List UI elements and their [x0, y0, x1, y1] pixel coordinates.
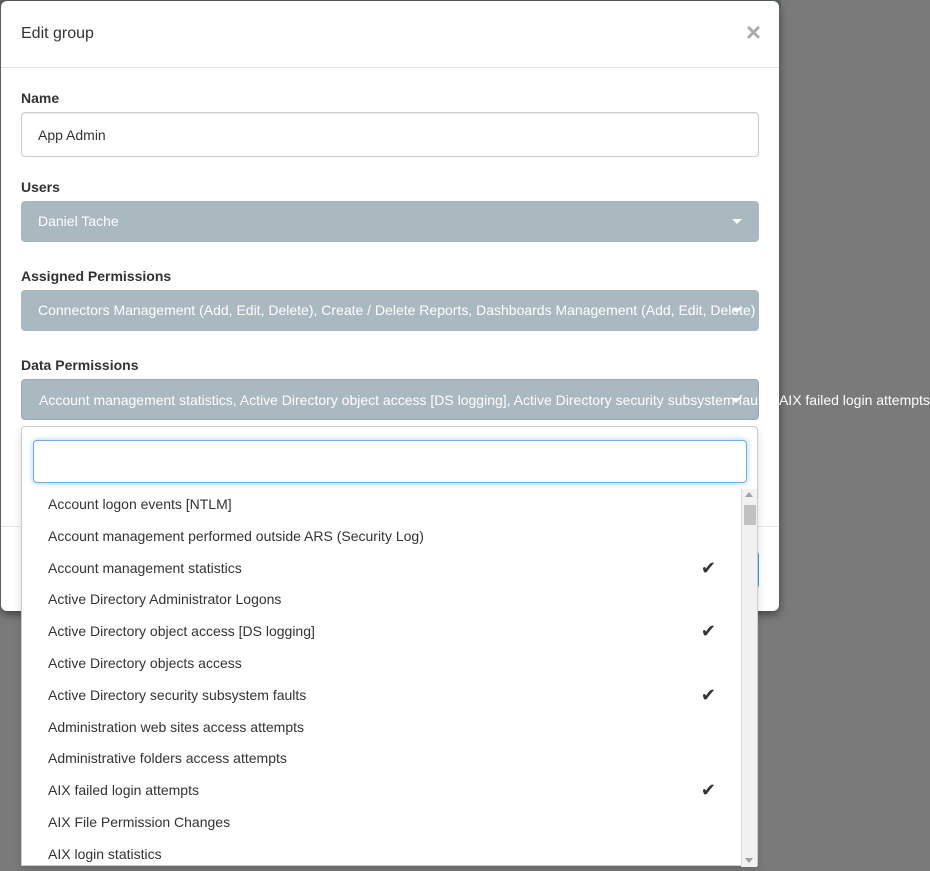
chevron-down-icon [732, 308, 742, 313]
close-icon[interactable]: × [745, 17, 761, 47]
dropdown-option-label: Account management statistics [48, 559, 242, 576]
checkmark-icon: ✔ [700, 684, 716, 705]
name-label: Name [21, 90, 60, 106]
chevron-down-icon [731, 398, 741, 403]
scroll-down-icon[interactable] [745, 858, 753, 863]
dropdown-option[interactable] [22, 553, 742, 585]
data-permissions-dropdown [21, 426, 758, 866]
users-select-value: Daniel Tache [38, 213, 119, 229]
dropdown-search-input[interactable] [33, 440, 747, 483]
dropdown-option[interactable] [22, 521, 742, 553]
checkmark-icon: ✔ [700, 557, 716, 578]
checkmark-icon: ✔ [700, 621, 716, 642]
dropdown-option-label: Active Directory object access [DS logging] [48, 623, 315, 640]
dropdown-option[interactable] [22, 743, 742, 775]
dropdown-option-label: AIX File Permission Changes [48, 813, 231, 830]
scroll-up-icon[interactable] [745, 492, 753, 497]
dropdown-option[interactable] [22, 648, 742, 680]
dropdown-option-label: Active Directory objects access [48, 654, 242, 671]
dropdown-option-label: Account logon events [NTLM] [48, 496, 232, 512]
dropdown-option-label: AIX failed login attempts [48, 782, 199, 799]
dropdown-option-label: AIX login statistics [48, 845, 162, 862]
assigned-permissions-label: Assigned Permissions [21, 268, 172, 284]
data-permissions-select[interactable] [21, 379, 930, 420]
dropdown-option[interactable] [22, 489, 742, 521]
dropdown-option[interactable] [22, 775, 742, 807]
users-select[interactable] [21, 201, 759, 242]
name-input[interactable] [21, 112, 759, 157]
modal-header [1, 1, 779, 68]
dropdown-option[interactable] [22, 839, 742, 871]
dropdown-option[interactable] [22, 584, 742, 616]
dropdown-option-label: Active Directory security subsystem faults [48, 686, 307, 703]
data-permissions-value: Account management statistics, Active Directory object access [DS logging], Active Directory security subsystem faults, AIX failed login attempts [39, 392, 930, 408]
dropdown-option-label: Account management performed outside ARS (Security Log) [48, 527, 424, 544]
modal-title: Edit group [21, 25, 94, 42]
dropdown-option-label: Administration web sites access attempts [48, 718, 304, 735]
chevron-down-icon [732, 219, 742, 224]
dropdown-option-label: Administrative folders access attempts [48, 750, 287, 767]
data-permissions-label: Data Permissions [21, 357, 139, 373]
assigned-permissions-select[interactable] [21, 290, 759, 331]
dropdown-scrollbar[interactable] [741, 489, 757, 867]
options-list [22, 489, 742, 871]
scroll-thumb[interactable] [744, 505, 756, 525]
users-label: Users [21, 179, 60, 195]
dropdown-option-label: Active Directory Administrator Logons [48, 591, 282, 608]
dropdown-option[interactable] [22, 680, 742, 712]
assigned-permissions-value: Connectors Management (Add, Edit, Delete), Create / Delete Reports, Dashboards Management (Add, Edit, Delete) [38, 302, 756, 318]
dropdown-option[interactable] [22, 807, 742, 839]
checkmark-icon: ✔ [700, 780, 716, 801]
dropdown-option[interactable] [22, 712, 742, 744]
dropdown-option[interactable] [22, 616, 742, 648]
